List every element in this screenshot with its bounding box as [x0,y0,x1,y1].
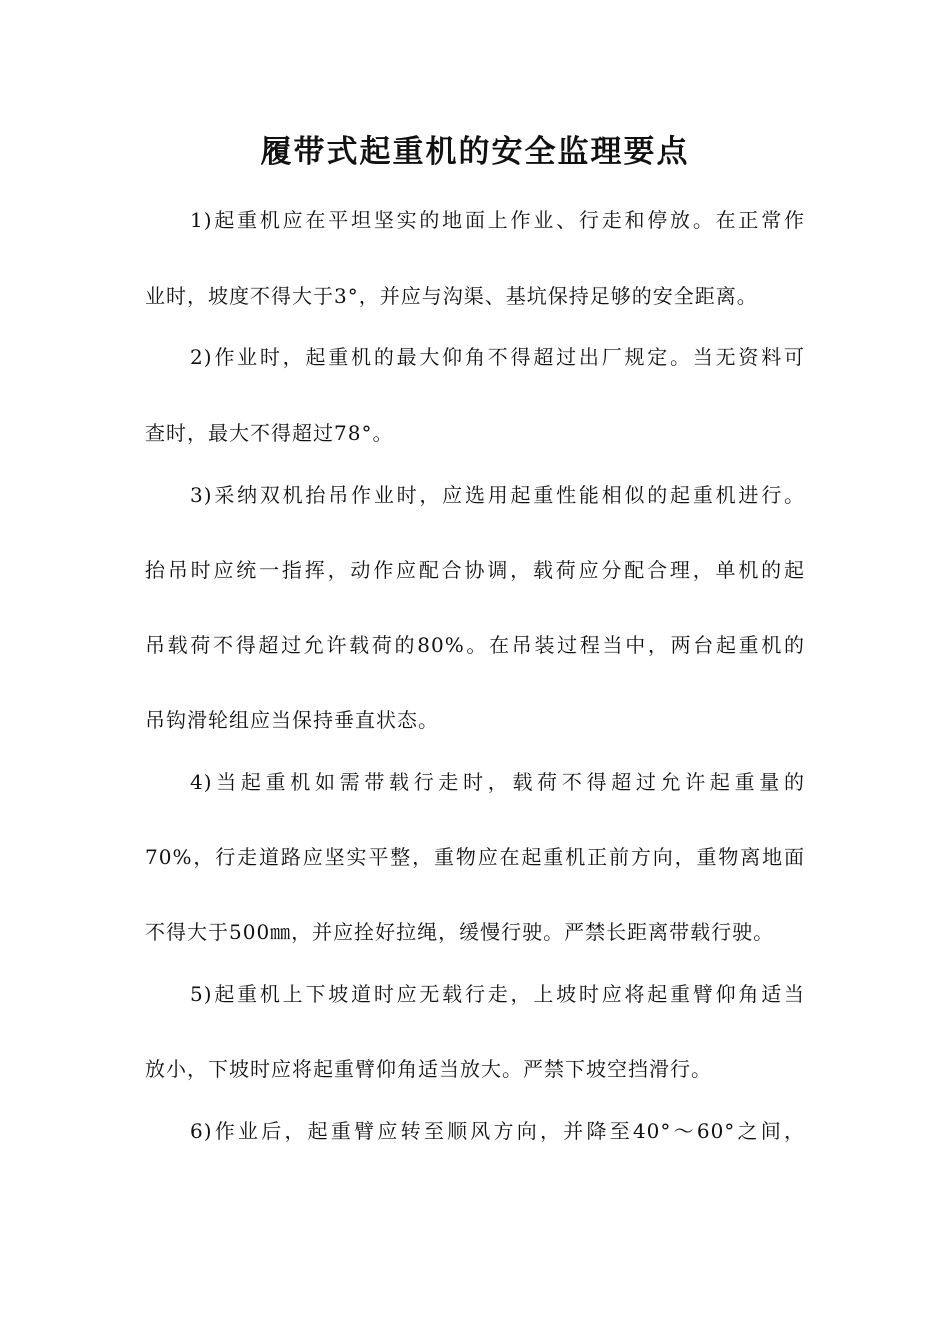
paragraph-3-line-2: 抬吊时应统一指挥，动作应配合协调，载荷应分配合理，单机的起 [145,558,805,582]
paragraph-3-line-4: 吊钩滑轮组应当保持垂直状态。 [145,708,439,732]
paragraph-4-line-3: 不得大于500㎜，并应拴好拉绳，缓慢行驶。严禁长距离带载行驶。 [145,920,775,944]
paragraph-6-line-1: 6)作业后，起重臂应转至顺风方向，并降至40°～60°之间， [190,1119,805,1143]
paragraph-1-line-2: 业时，坡度不得大于3°，并应与沟渠、基坑保持足够的安全距离。 [145,284,758,308]
paragraph-4-line-2: 70%，行走道路应坚实平整，重物应在起重机正前方向，重物离地面 [145,845,805,869]
paragraph-4-line-1: 4)当起重机如需带载行走时，载荷不得超过允许起重量的 [190,770,805,794]
paragraph-2-line-1: 2)作业时，起重机的最大仰角不得超过出厂规定。当无资料可 [190,345,805,369]
document-title: 履带式起重机的安全监理要点 [260,134,690,170]
paragraph-5-line-2: 放小，下坡时应将起重臂仰角适当放大。严禁下坡空挡滑行。 [145,1057,712,1081]
paragraph-2-line-2: 查时，最大不得超过78°。 [145,421,394,445]
paragraph-5-line-1: 5)起重机上下坡道时应无载行走，上坡时应将起重臂仰角适当 [190,982,805,1006]
paragraph-3-line-1: 3)采纳双机抬吊作业时，应选用起重性能相似的起重机进行。 [190,483,805,507]
paragraph-3-line-3: 吊载荷不得超过允许载荷的80%。在吊装过程当中，两台起重机的 [145,633,805,657]
paragraph-1-line-1: 1)起重机应在平坦坚实的地面上作业、行走和停放。在正常作 [190,208,805,232]
